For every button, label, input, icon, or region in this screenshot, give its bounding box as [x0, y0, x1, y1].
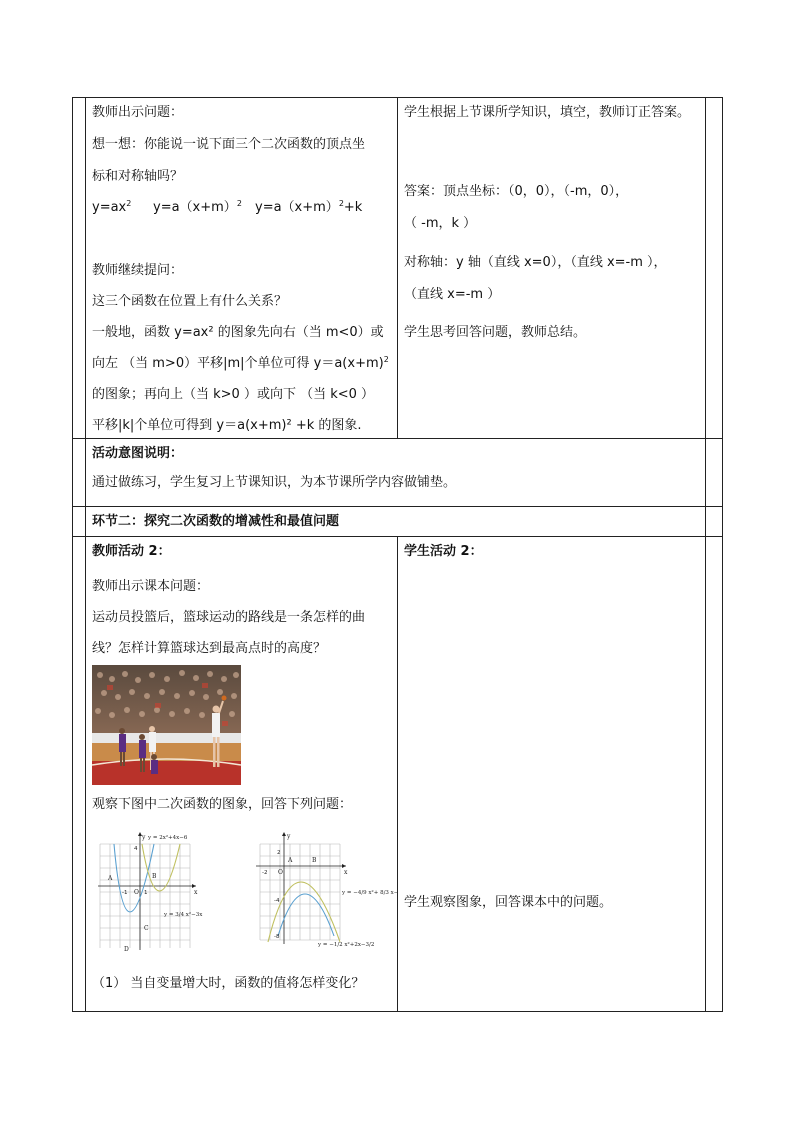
summary-text: 平移|k|个单位可得到 y＝a(x+m)² +k 的图象.: [92, 418, 362, 433]
graph1-point-c: C: [144, 925, 149, 932]
graph1-point-a: A: [108, 875, 113, 882]
summary-text: 的图象；再向上（当 k>0 ）或向下 （当 k<0 ）: [92, 387, 375, 402]
intent-title: 活动意图说明：: [92, 446, 184, 461]
graph2-point-a: A: [288, 857, 293, 864]
summary-text: 一般地，函数 y=ax² 的图象先向右（当 m<0）或: [92, 325, 384, 340]
graph1-point-d: D: [124, 946, 129, 952]
graph2-tick: -4: [274, 898, 280, 904]
graph2-y-label: y: [287, 833, 291, 840]
table-inner-right: [705, 97, 706, 1012]
graph2-x-label: x: [344, 869, 348, 876]
graph1-eq-top: y = 2x²+4x−6: [148, 835, 188, 841]
graph1-origin: O: [134, 889, 139, 896]
answer-axis-cont: （直线 x=-m ）: [404, 287, 501, 302]
graph2-tick: 2: [277, 850, 281, 856]
graph1-tick: 4: [134, 846, 138, 852]
row-divider: [72, 506, 723, 507]
intent-text: 通过做练习，学生复习上节课知识，为本节课所学内容做铺垫。: [92, 475, 457, 490]
graph2-eq-bottom: y = −1/2 x²+2x−3/2: [318, 942, 375, 948]
parabola-graph-2: [250, 832, 398, 954]
basketball-photo: [92, 665, 241, 785]
question-text: 想一想：你能说一说下面三个二次函数的顶点坐: [92, 137, 366, 152]
table-right-border: [722, 97, 723, 1012]
student-activity-text: 学生根据上节课所学知识，填空，教师订正答案。: [404, 105, 691, 120]
student-activity-2-title: 学生活动 2：: [404, 544, 483, 559]
graph1-eq-bottom: y = 3/4 x²−3x: [164, 912, 203, 918]
section-2-title: 环节二：探究二次函数的增减性和最值问题: [92, 514, 340, 529]
graph1-point-b: B: [152, 873, 157, 880]
graph2-eq-right: y = −4/9 x²+ 8/3 x−6: [342, 890, 398, 896]
graph1-x-label: x: [194, 889, 198, 896]
student-think-text: 学生思考回答问题，教师总结。: [404, 325, 587, 340]
observe-graph-instruction: 观察下图中二次函数的图象，回答下列问题：: [92, 797, 353, 812]
question-1: （1） 当自变量增大时，函数的值将怎样变化？: [92, 976, 365, 991]
question-text: 标和对称轴吗？: [92, 169, 184, 184]
textbook-question-heading: 教师出示课本问题：: [92, 579, 210, 594]
teacher-activity-2-title: 教师活动 2：: [92, 544, 171, 559]
summary-text: 向左 （当 m>0）平移|m|个单位可得 $y=a(x+m)^2$: [92, 355, 389, 371]
graph2-point-b: B: [312, 857, 317, 864]
column-divider: [397, 97, 398, 439]
answer-vertex: 答案：顶点坐标：（0，0），（-m，0），: [404, 184, 629, 199]
table-left-border: [72, 97, 73, 1012]
answer-axis: 对称轴：y 轴（直线 x=0），（直线 x=-m ），: [404, 255, 667, 270]
function-2: $y=a(x+m)^2$: [153, 199, 242, 215]
answer-vertex-cont: （ -m，k ）: [404, 216, 477, 231]
graph2-tick: -8: [274, 934, 280, 940]
parabola-graph-1: [96, 830, 204, 952]
basketball-question: 线？怎样计算篮球达到最高点时的高度？: [92, 641, 327, 656]
graph2-origin: O: [278, 869, 283, 876]
graph2-tick: -2: [262, 870, 268, 876]
function-1: $y=ax^2$: [92, 199, 132, 215]
followup-question: 这三个函数在位置上有什么关系？: [92, 294, 288, 309]
graph1-tick: -1: [122, 890, 128, 896]
teacher-followup: 教师继续提问：: [92, 263, 184, 278]
table-inner-left: [85, 97, 86, 1012]
student-observe-text: 学生观察图象，回答课本中的问题。: [404, 895, 613, 910]
graph1-tick: 1: [144, 890, 148, 896]
basketball-question: 运动员投篮后，篮球运动的路线是一条怎样的曲: [92, 610, 366, 625]
graph1-y-label: y: [142, 834, 146, 841]
teacher-question-heading: 教师出示问题：: [92, 105, 184, 120]
function-3: $y=a(x+m)^2+k$: [255, 199, 363, 215]
